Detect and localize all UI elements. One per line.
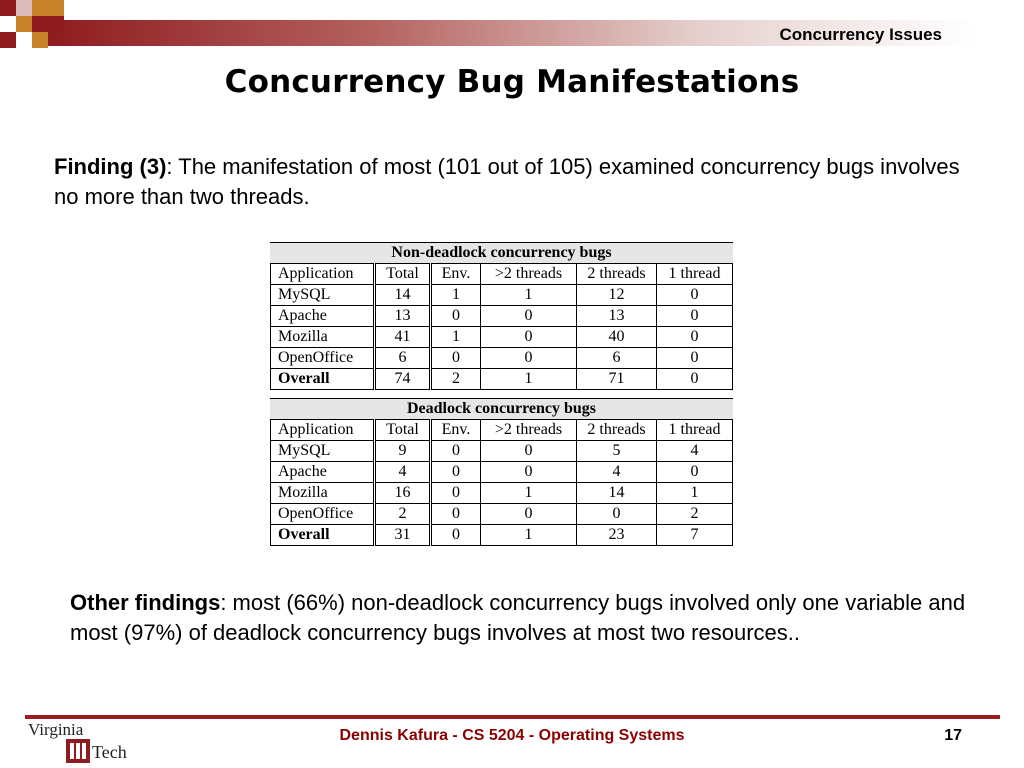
table-cell: 74 (375, 369, 431, 390)
header-cell: 2 threads (577, 420, 657, 441)
header-cell: Application (271, 420, 375, 441)
table-cell: 0 (481, 327, 577, 348)
table-cell: 16 (375, 483, 431, 504)
logo-text-top: Virginia (28, 720, 84, 739)
table-cell: 14 (375, 285, 431, 306)
table-cell: 0 (657, 348, 733, 369)
table-cell: 0 (657, 285, 733, 306)
table-row (271, 462, 733, 483)
table-overall-row (271, 369, 733, 390)
table-cell: Mozilla (271, 327, 375, 348)
table-cell: 1 (481, 483, 577, 504)
non-deadlock-table (270, 242, 732, 390)
table-cell: 13 (375, 306, 431, 327)
table-row (271, 327, 733, 348)
table-row (271, 441, 733, 462)
header-cell: Total (375, 264, 431, 285)
table-cell: 0 (481, 462, 577, 483)
table-cell: 13 (577, 306, 657, 327)
table-cell: 12 (577, 285, 657, 306)
table-caption: Deadlock concurrency bugs (270, 398, 733, 419)
table-cell: 41 (375, 327, 431, 348)
table-cell: 31 (375, 525, 431, 546)
table-cell: 0 (481, 441, 577, 462)
table-cell: Apache (271, 462, 375, 483)
table-cell: 40 (577, 327, 657, 348)
table-cell: 0 (431, 441, 481, 462)
table-cell: OpenOffice (271, 348, 375, 369)
table-cell: Apache (271, 306, 375, 327)
slide-title: Concurrency Bug Manifestations (224, 64, 800, 100)
table-cell: 1 (431, 327, 481, 348)
table-cell: 0 (431, 483, 481, 504)
table-cell: 1 (657, 483, 733, 504)
finding-paragraph (54, 152, 974, 212)
table-cell: 1 (481, 525, 577, 546)
table-cell: 14 (577, 483, 657, 504)
finding-text: : The manifestation of most (101 out of 105) examined concurrency bugs involves no more than two threads. (54, 154, 960, 209)
header-cell: 1 thread (657, 420, 733, 441)
table-cell: 0 (481, 504, 577, 525)
table-cell: 9 (375, 441, 431, 462)
table-row (271, 306, 733, 327)
finding-label: Finding (3) (54, 154, 167, 179)
header-cell: Total (375, 420, 431, 441)
header-cell: Application (271, 264, 375, 285)
table-cell: 0 (431, 462, 481, 483)
other-findings-text: : most (66%) non-deadlock concurrency bugs involved only one variable and most (97%) of deadlock concurrency bugs involves at most two resources.. (70, 590, 966, 645)
table-row (271, 483, 733, 504)
table-row (271, 504, 733, 525)
table-cell: 1 (431, 285, 481, 306)
table-cell: 2 (375, 504, 431, 525)
header-cell: 1 thread (657, 264, 733, 285)
table-cell: 0 (657, 462, 733, 483)
header-cell: Env. (431, 264, 481, 285)
logo-text-bottom: Tech (92, 742, 127, 762)
table-cell: 4 (577, 462, 657, 483)
table-cell: 0 (577, 504, 657, 525)
table-cell: 4 (375, 462, 431, 483)
table-cell: 0 (657, 327, 733, 348)
table-cell: 0 (657, 369, 733, 390)
table-cell: 5 (577, 441, 657, 462)
other-findings-label: Other findings (70, 590, 221, 615)
table-cell: 2 (657, 504, 733, 525)
other-findings-paragraph (70, 588, 990, 648)
footer-text: Dennis Kafura - CS 5204 - Operating Systems (339, 727, 685, 744)
page-number: 17 (944, 727, 962, 744)
header-cell: >2 threads (481, 264, 577, 285)
table-cell: 0 (431, 348, 481, 369)
section-title: Concurrency Issues (779, 25, 942, 44)
table-cell: 4 (657, 441, 733, 462)
table-cell: 1 (481, 369, 577, 390)
table-header-row (271, 420, 733, 441)
table-header-row (271, 264, 733, 285)
table-cell: 6 (577, 348, 657, 369)
table-cell: MySQL (271, 285, 375, 306)
table-cell: 0 (481, 348, 577, 369)
table-cell: 6 (375, 348, 431, 369)
header-cell: 2 threads (577, 264, 657, 285)
table-cell: 1 (481, 285, 577, 306)
table-cell: 0 (431, 525, 481, 546)
deadlock-table (270, 398, 732, 546)
table-cell: 23 (577, 525, 657, 546)
table-cell: 2 (431, 369, 481, 390)
table-cell: OpenOffice (271, 504, 375, 525)
table-cell: Mozilla (271, 483, 375, 504)
table-cell: 7 (657, 525, 733, 546)
header-cell: Env. (431, 420, 481, 441)
footer-divider (25, 715, 1000, 719)
table-cell: Overall (271, 525, 375, 546)
table-cell: 71 (577, 369, 657, 390)
table-cell: Overall (271, 369, 375, 390)
table-row (271, 285, 733, 306)
table-cell: MySQL (271, 441, 375, 462)
table-cell: 0 (431, 306, 481, 327)
table-cell: 0 (657, 306, 733, 327)
table-overall-row (271, 525, 733, 546)
header-cell: >2 threads (481, 420, 577, 441)
table-cell: 0 (481, 306, 577, 327)
table-row (271, 348, 733, 369)
table-cell: 0 (431, 504, 481, 525)
table-caption: Non-deadlock concurrency bugs (270, 242, 733, 263)
